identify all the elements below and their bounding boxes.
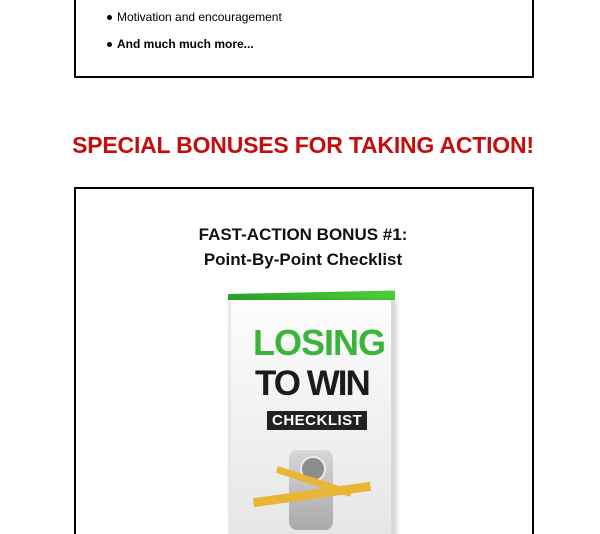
features-list: [100, 8, 282, 62]
bonuses-headline: SPECIAL BONUSES FOR TAKING ACTION!: [72, 132, 534, 158]
list-item: [100, 35, 282, 62]
ebook-cover-image: [228, 294, 395, 534]
bullet-icon: [107, 15, 112, 20]
cover-word-to-win: TO WIN: [255, 364, 369, 403]
list-item: [100, 8, 282, 35]
list-item-label: And much much more...: [117, 37, 254, 51]
cover-word-checklist: CHECKLIST: [267, 411, 367, 430]
cover-face: [228, 300, 395, 534]
bullet-icon: [107, 42, 112, 47]
bonus-title-line2: Point-By-Point Checklist: [203, 250, 403, 269]
cover-word-losing: LOSING: [253, 322, 386, 363]
list-item-label: Motivation and encouragement: [117, 10, 282, 24]
bonus-title-line1: FAST-ACTION BONUS #1:: [198, 225, 408, 244]
bonus-title: [0, 222, 600, 272]
